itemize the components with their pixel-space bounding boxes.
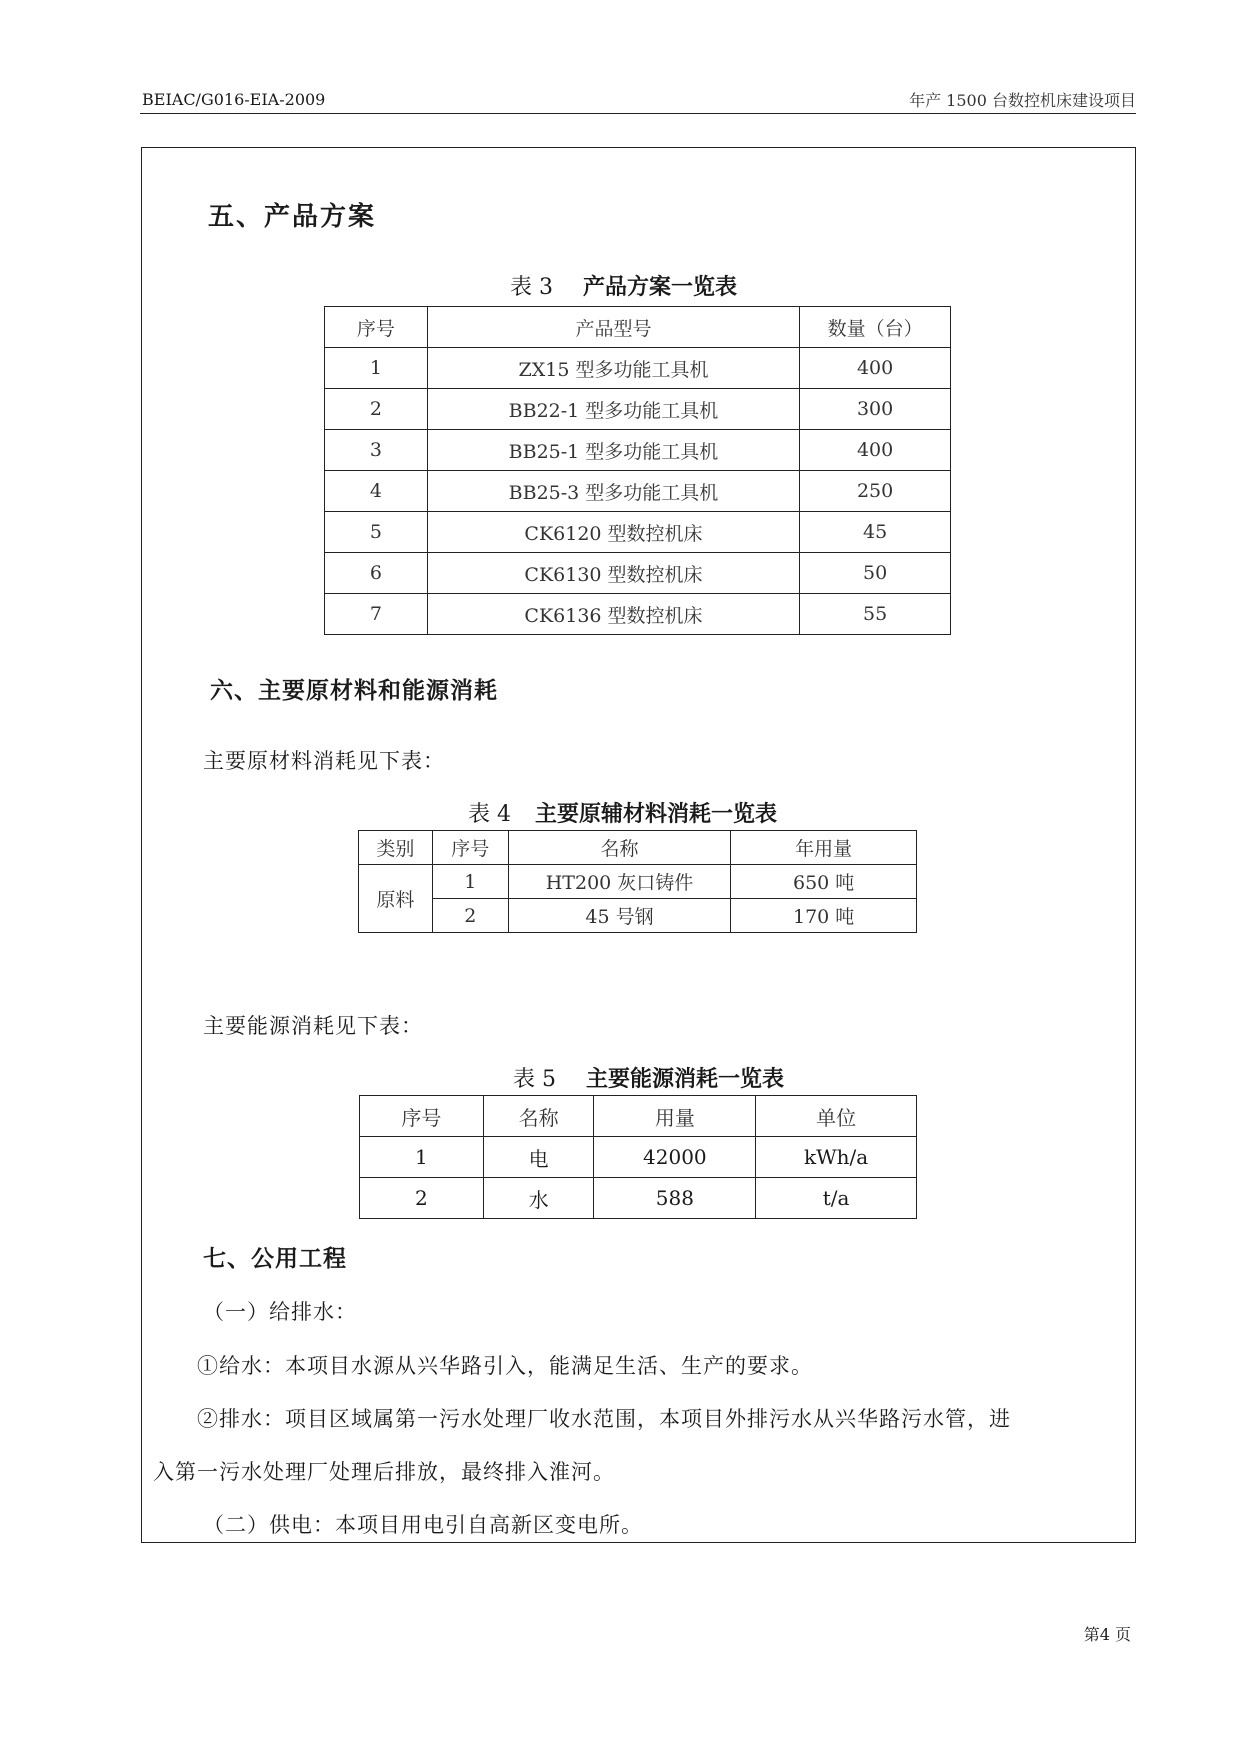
table-cell: 水 xyxy=(483,1178,594,1219)
header-cell: 名称 xyxy=(508,831,731,865)
header-cell: 序号 xyxy=(360,1096,484,1137)
table-header-row xyxy=(359,831,917,865)
section5-heading: 五、产品方案 xyxy=(208,202,377,232)
header-cell: 数量（台） xyxy=(800,307,951,348)
table-row xyxy=(360,1137,917,1178)
table-cell: 6 xyxy=(325,553,428,594)
table-row xyxy=(359,899,917,933)
table-cell: BB25-3 型多功能工具机 xyxy=(427,471,799,512)
table-cell: 1 xyxy=(432,865,508,899)
product-plan-table xyxy=(324,306,951,635)
table-cell: 45 号钢 xyxy=(508,899,731,933)
table3-caption xyxy=(510,270,737,301)
power-supply-paragraph: （二）供电：本项目用电引自高新区变电所。 xyxy=(203,1513,643,1537)
header-cell: 序号 xyxy=(325,307,428,348)
table-cell: CK6120 型数控机床 xyxy=(427,512,799,553)
table-cell: 170 吨 xyxy=(731,899,917,933)
table-cell: 5 xyxy=(325,512,428,553)
header-cell: 名称 xyxy=(483,1096,594,1137)
table-cell: 400 xyxy=(800,348,951,389)
header-rule xyxy=(140,113,1136,114)
table3-caption-number: 表 3 xyxy=(510,275,553,300)
table-row xyxy=(325,348,951,389)
table5-caption-title: 主要能源消耗一览表 xyxy=(586,1067,785,1092)
table-cell: 电 xyxy=(483,1137,594,1178)
table-cell: kWh/a xyxy=(756,1137,917,1178)
table-row xyxy=(325,471,951,512)
table-cell: 1 xyxy=(325,348,428,389)
header-cell: 序号 xyxy=(432,831,508,865)
header-cell: 年用量 xyxy=(731,831,917,865)
table4-caption-number: 表 4 xyxy=(468,802,511,827)
document-code: BEIAC/G016-EIA-2009 xyxy=(142,90,326,109)
category-cell: 原料 xyxy=(359,865,433,933)
table-cell: t/a xyxy=(756,1178,917,1219)
section7-heading: 七、公用工程 xyxy=(203,1246,347,1272)
table-cell: ZX15 型多功能工具机 xyxy=(427,348,799,389)
table3-caption-title: 产品方案一览表 xyxy=(583,275,738,300)
header-cell: 产品型号 xyxy=(427,307,799,348)
table-cell: 1 xyxy=(360,1137,484,1178)
table-cell: 400 xyxy=(800,430,951,471)
table-cell: HT200 灰口铸件 xyxy=(508,865,731,899)
table-cell: 45 xyxy=(800,512,951,553)
table-cell: 2 xyxy=(360,1178,484,1219)
table-row xyxy=(325,594,951,635)
water-supply-paragraph: ①给水：本项目水源从兴华路引入，能满足生活、生产的要求。 xyxy=(197,1354,813,1378)
table-cell: 588 xyxy=(594,1178,756,1219)
table-cell: CK6136 型数控机床 xyxy=(427,594,799,635)
table5-caption-number: 表 5 xyxy=(513,1067,556,1092)
table-row xyxy=(325,430,951,471)
table-cell: 7 xyxy=(325,594,428,635)
table-header-row xyxy=(325,307,951,348)
table-row xyxy=(325,553,951,594)
header-cell: 类别 xyxy=(359,831,433,865)
table-cell: 250 xyxy=(800,471,951,512)
table-cell: 3 xyxy=(325,430,428,471)
table-row xyxy=(325,389,951,430)
table-cell: 2 xyxy=(432,899,508,933)
page-number: 第4 页 xyxy=(1083,1625,1131,1644)
table-header-row xyxy=(360,1096,917,1137)
water-subsection-heading: （一）给排水： xyxy=(203,1300,357,1324)
table4-caption xyxy=(468,797,777,828)
header-cell: 用量 xyxy=(594,1096,756,1137)
table-cell: BB25-1 型多功能工具机 xyxy=(427,430,799,471)
table-cell: 50 xyxy=(800,553,951,594)
drainage-paragraph-line2: 入第一污水处理厂处理后排放，最终排入淮河。 xyxy=(153,1460,615,1484)
table-cell: 300 xyxy=(800,389,951,430)
table-cell: BB22-1 型多功能工具机 xyxy=(427,389,799,430)
header-cell: 单位 xyxy=(756,1096,917,1137)
section6-heading: 六、主要原材料和能源消耗 xyxy=(210,678,498,704)
table-cell: CK6130 型数控机床 xyxy=(427,553,799,594)
table-row xyxy=(360,1178,917,1219)
table4-caption-title: 主要原辅材料消耗一览表 xyxy=(535,802,778,827)
table-row xyxy=(325,512,951,553)
table-cell: 650 吨 xyxy=(731,865,917,899)
energy-intro: 主要能源消耗见下表： xyxy=(203,1014,423,1038)
table-cell: 2 xyxy=(325,389,428,430)
energy-table xyxy=(359,1095,917,1219)
materials-table xyxy=(358,830,917,933)
drainage-paragraph-line1: ②排水：项目区域属第一污水处理厂收水范围，本项目外排污水从兴华路污水管，进 xyxy=(197,1407,1011,1431)
table-cell: 4 xyxy=(325,471,428,512)
project-title: 年产 1500 台数控机床建设项目 xyxy=(909,91,1136,110)
table-cell: 42000 xyxy=(594,1137,756,1178)
materials-intro: 主要原材料消耗见下表： xyxy=(203,749,445,773)
table-cell: 55 xyxy=(800,594,951,635)
table-row xyxy=(359,865,917,899)
table5-caption xyxy=(513,1062,784,1093)
